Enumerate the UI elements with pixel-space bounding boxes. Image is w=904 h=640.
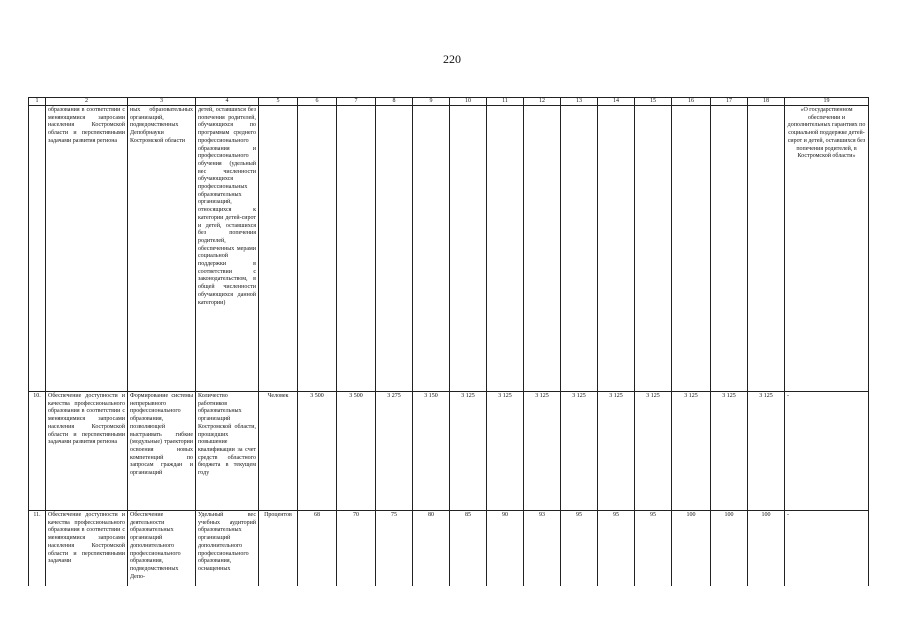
value-cell [337,106,376,392]
table-row [29,511,869,587]
value-cell: 100 [748,511,785,587]
header-cell: 2 [46,98,128,106]
value-cell: 80 [413,511,450,587]
legal-basis-cell: - [785,392,869,511]
header-cell: 19 [785,98,869,106]
header-cell: 5 [259,98,298,106]
unit-cell: Процентов [259,511,298,587]
value-cell: 3 150 [413,392,450,511]
header-cell: 18 [748,98,785,106]
value-cell: 3 125 [524,392,561,511]
header-cell: 4 [196,98,259,106]
value-cell: 90 [487,511,524,587]
header-cell: 6 [298,98,337,106]
header-cell: 15 [635,98,672,106]
value-cell: 70 [337,511,376,587]
value-cell [298,106,337,392]
task-cell: Формирование системы непрерывного профессионального образования, позволяющей выстраивать гибкие (модульные) траектории освоения новых компетенций по запросам граждан и организаций [128,392,196,511]
goal-cell: Обеспечение доступности и качества профессионального образования в соответствии с меняющимися запросами населения Костромской области и перспективными задачами [46,511,128,587]
value-cell: 3 125 [711,392,748,511]
value-cell: 68 [298,511,337,587]
header-cell: 16 [672,98,711,106]
value-cell [598,106,635,392]
value-cell: 3 500 [337,392,376,511]
indicator-cell: Количество работников образовательных организаций Костромской области, прошедших повышение квалификации за счет средств областного бюджета в текущем году [196,392,259,511]
value-cell [748,106,785,392]
header-cell: 10 [450,98,487,106]
header-cell: 14 [598,98,635,106]
header-cell: 8 [376,98,413,106]
page-number: 220 [443,52,461,66]
header-cell: 13 [561,98,598,106]
legal-basis-cell: «О государственном обеспечении и дополнительных гарантиях по социальной поддержке детей-сирот и детей, оставшихся без попечения родителей, в Костромской области» [785,106,869,392]
value-cell: 3 125 [748,392,785,511]
value-cell: 3 275 [376,392,413,511]
value-cell: 95 [561,511,598,587]
value-cell [635,106,672,392]
row-number: 11. [29,511,46,587]
value-cell: 3 125 [450,392,487,511]
header-cell: 1 [29,98,46,106]
header-row [29,98,869,106]
value-cell: 100 [672,511,711,587]
header-cell: 12 [524,98,561,106]
value-cell: 95 [598,511,635,587]
row-number [29,106,46,392]
table-row [29,392,869,511]
header-cell: 17 [711,98,748,106]
indicator-cell: Удельный вес учебных аудиторий образовательных организаций дополнительного профессионального образования, оснащенных [196,511,259,587]
value-cell: 3 125 [598,392,635,511]
row-number: 10. [29,392,46,511]
header-cell: 3 [128,98,196,106]
indicators-table [28,97,869,586]
header-cell: 7 [337,98,376,106]
unit-cell: Человек [259,392,298,511]
value-cell: 3 500 [298,392,337,511]
unit-cell [259,106,298,392]
value-cell: 3 125 [672,392,711,511]
value-cell [487,106,524,392]
indicator-cell: детей, оставшихся без попечения родителей, обучающихся по программам среднего профессионального образования и профессионального обучения (удельный вес численности обучающихся профессиональных образовательных организаций, относящихся к категории детей-сирот и детей, оставшихся без попечения родителей, обеспеченных мерами социальной поддержки в соответствии с законодательством, в общей численности обучающихся данной категории) [196,106,259,392]
value-cell [450,106,487,392]
value-cell [376,106,413,392]
goal-cell: образования в соответствии с меняющимися запросами населения Костромской области и перспективными задачами развития региона [46,106,128,392]
value-cell [524,106,561,392]
header-cell: 11 [487,98,524,106]
value-cell: 85 [450,511,487,587]
value-cell: 3 125 [561,392,598,511]
value-cell: 93 [524,511,561,587]
task-cell: ных образовательных организаций, подведомственных Депобрнауки Костромской области [128,106,196,392]
value-cell: 95 [635,511,672,587]
goal-cell: Обеспечение доступности и качества профессионального образования в соответствии с меняющимися запросами населения Костромской области и перспективными задачами развития региона [46,392,128,511]
value-cell: 100 [711,511,748,587]
value-cell: 3 125 [487,392,524,511]
value-cell [561,106,598,392]
value-cell [711,106,748,392]
legal-basis-cell: - [785,511,869,587]
header-cell: 9 [413,98,450,106]
task-cell: Обеспечение деятельности образовательных организаций дополнительного профессионального образования, подведомственных Депо- [128,511,196,587]
table-row [29,106,869,392]
value-cell: 75 [376,511,413,587]
value-cell [413,106,450,392]
value-cell [672,106,711,392]
value-cell: 3 125 [635,392,672,511]
